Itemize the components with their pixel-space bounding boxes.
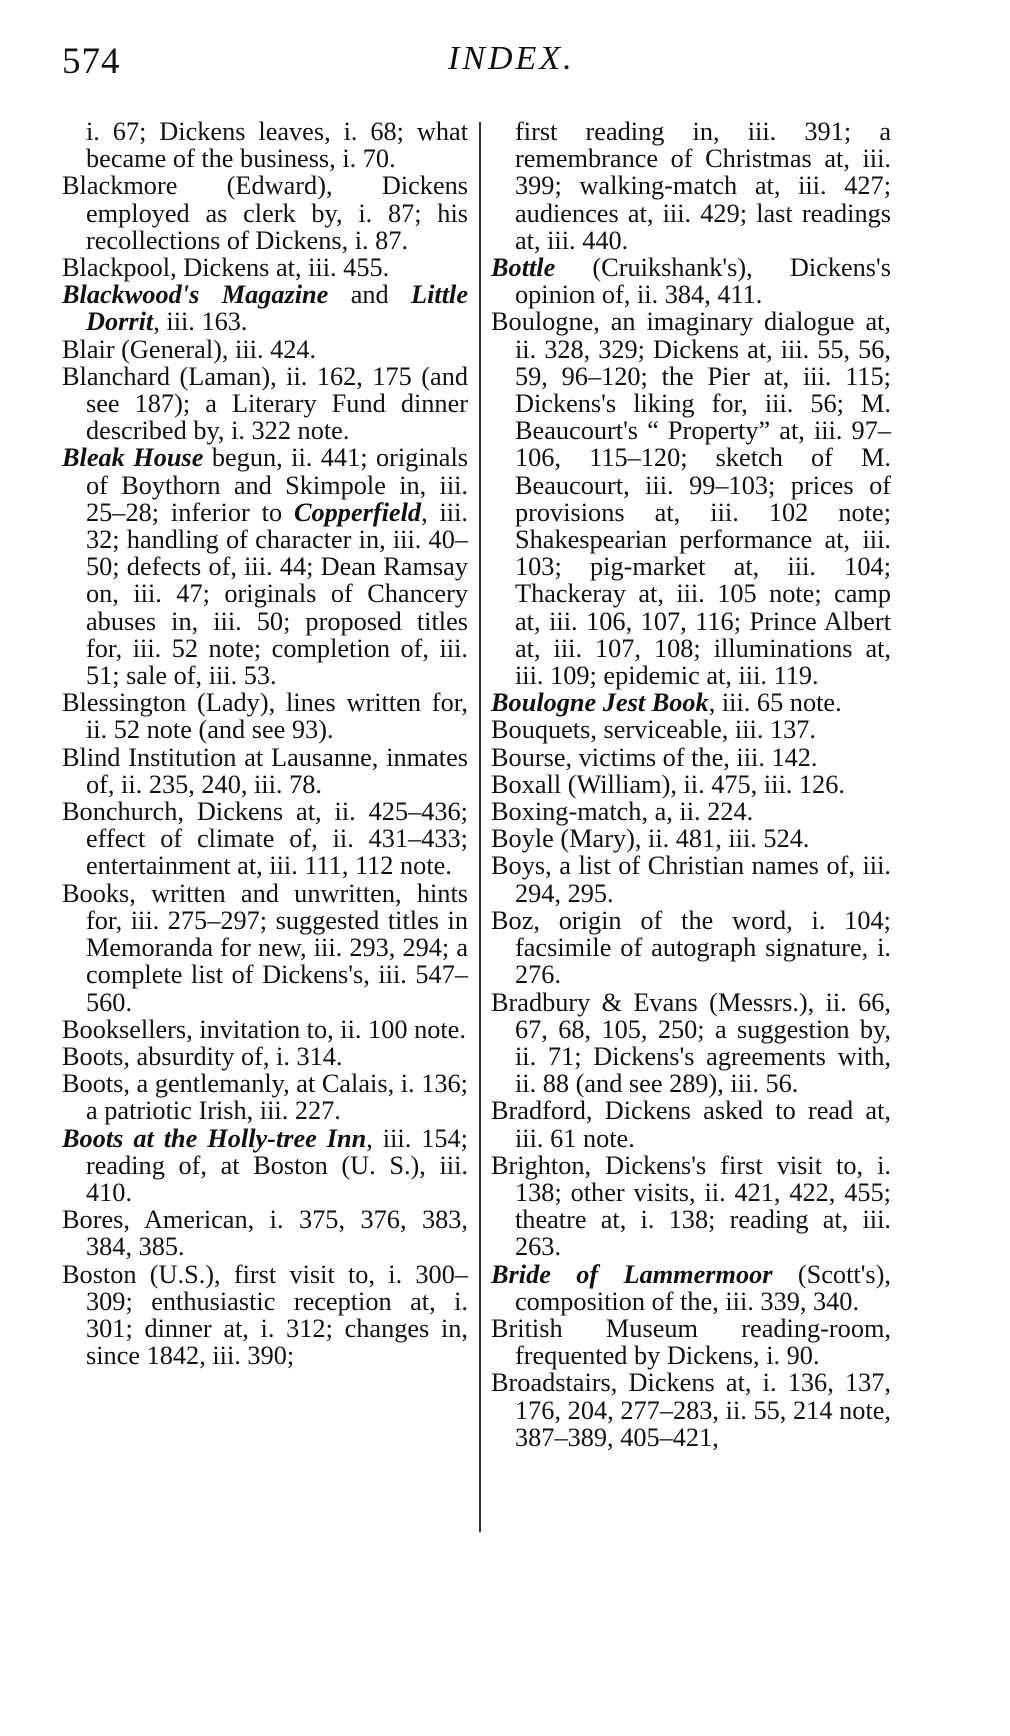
index-entry — [62, 281, 468, 335]
entry-text: Boots, a gentlemanly, at Calais, i. 136; a patriotic Irish, iii. 227. — [62, 1069, 468, 1126]
entry-text: Bradford, Dickens asked to read at, iii. 61 note. — [491, 1096, 891, 1153]
entry-title-italic: Bottle — [491, 253, 556, 283]
index-entry — [491, 308, 891, 689]
index-entry — [62, 1206, 468, 1260]
index-entry — [62, 1125, 468, 1207]
index-entry — [491, 907, 891, 989]
entry-text: Blackmore (Edward), Dickens employed as clerk by, i. 87; his recollections of Dickens, i. 87. — [62, 171, 468, 255]
entry-title-italic: Bride of Lammermoor — [491, 1259, 773, 1289]
index-entry — [62, 880, 468, 1016]
entry-text: Bores, American, i. 375, 376, 383, 384, 385. — [62, 1205, 468, 1262]
entry-text: Blair (General), iii. 424. — [62, 334, 317, 364]
index-entry — [62, 1043, 468, 1070]
entry-text: Boxall (William), ii. 475, iii. 126. — [491, 769, 845, 799]
entry-title-italic: Boulogne Jest Book — [491, 688, 709, 718]
index-entry — [491, 744, 891, 771]
entry-text: begun, ii. 441; originals of Boythorn and Skimpole in, iii. 25–28; inferior to — [86, 443, 468, 527]
index-entry — [491, 1369, 891, 1451]
entry-text: (Scott's), composition of the, iii. 339, 340. — [515, 1259, 891, 1316]
index-entry — [62, 444, 468, 689]
index-entry — [491, 825, 891, 852]
entry-text: Boys, a list of Christian names of, iii. 294, 295. — [491, 851, 891, 908]
index-entry — [62, 1070, 468, 1124]
entry-text: Boston (U.S.), first visit to, i. 300–309; enthusiastic reception at, i. 301; dinner at, i. 312; changes in, since 1842, iii. 390; — [62, 1259, 468, 1371]
entry-text: Blackpool, Dickens at, iii. 455. — [62, 253, 390, 283]
entry-text: , iii. 163. — [153, 307, 248, 337]
index-entry — [62, 172, 468, 254]
entry-title-italic: Little Dorrit — [86, 280, 468, 337]
index-entry — [62, 744, 468, 798]
entry-text: Boxing-match, a, ii. 224. — [491, 797, 754, 827]
index-entry — [62, 336, 468, 363]
index-entry — [62, 798, 468, 880]
entry-text: Booksellers, invitation to, ii. 100 note. — [62, 1014, 466, 1044]
index-entry — [491, 689, 891, 716]
index-entry — [491, 989, 891, 1098]
entry-text: Brighton, Dickens's first visit to, i. 138; other visits, ii. 421, 422, 455; theatre at, i. 138; reading at, iii. 263. — [491, 1150, 891, 1262]
entry-text: (Cruikshank's), Dickens's opinion of, ii. 384, 411. — [515, 253, 891, 310]
column-divider — [479, 122, 481, 1532]
entry-text: Boyle (Mary), ii. 481, iii. 524. — [491, 824, 810, 854]
index-entry — [491, 254, 891, 308]
index-entry — [491, 1097, 891, 1151]
index-entry — [491, 118, 891, 254]
entry-text: Books, written and unwritten, hints for, iii. 275–297; suggested titles in Memoranda for new, iii. 293, 294; a complete list of Dickens's, iii. 547–560. — [62, 878, 468, 1017]
entry-text: i. 67; Dickens leaves, i. 68; what became of the business, i. 70. — [86, 117, 468, 174]
entry-text: Blessington (Lady), lines written for, ii. 52 note (and see 93). — [62, 688, 468, 745]
entry-text: Bourse, victims of the, iii. 142. — [491, 742, 818, 772]
index-entry — [62, 1016, 468, 1043]
entry-title-italic: Boots at the Holly-tree Inn — [62, 1123, 367, 1153]
entry-title-italic: Bleak House — [62, 443, 204, 473]
index-entry — [491, 1152, 891, 1261]
entry-text: , iii. 154; reading of, at Boston (U. S.), iii. 410. — [86, 1123, 468, 1207]
index-entry — [491, 852, 891, 906]
entry-text: and — [328, 280, 412, 310]
index-entry — [62, 689, 468, 743]
entry-text: Broadstairs, Dickens at, i. 136, 137, 176, 204, 277–283, ii. 55, 214 note, 387–389, 405–421, — [491, 1368, 891, 1452]
index-entry — [491, 1315, 891, 1369]
entry-text: , iii. 32; handling of character in, iii. 40–50; defects of, iii. 44; Dean Ramsay on, iii. 47; originals of Chancery abuses in, iii. 50; proposed titles for, iii. 52 note; completion of, iii. 51; sale of, iii. 53. — [86, 497, 468, 691]
index-entry — [491, 798, 891, 825]
entry-text: Blanchard (Laman), ii. 162, 175 (and see 187); a Literary Fund dinner described by, i. 322 note. — [62, 361, 468, 446]
entry-text: Bradbury & Evans (Messrs.), ii. 66, 67, 68, 105, 250; a suggestion by, ii. 71; Dickens's agreements with, ii. 88 (and see 289), iii. 56. — [491, 987, 891, 1099]
index-entry — [62, 363, 468, 445]
entry-text: Boots, absurdity of, i. 314. — [62, 1041, 343, 1071]
entry-text: Bouquets, serviceable, iii. 137. — [491, 715, 816, 745]
entry-text: Boulogne, an imaginary dialogue at, ii. 328, 329; Dickens at, iii. 55, 56, 59, 96–120; the Pier at, iii. 115; Dickens's liking for, iii. 56; M. Beaucourt's “ Property” at, iii. 97–106, 115–120; sketch of M. Beaucourt, iii. 99–103; prices of provisions at, iii. 102 note; Shakespearian performance at, iii. 103; pig-market at, iii. 104; Thackeray at, iii. 105 note; camp at, iii. 106, 107, 116; Prince Albert at, iii. 107, 108; illuminations at, iii. 109; epidemic at, iii. 119. — [491, 307, 891, 691]
entry-text: first reading in, iii. 391; a remembrance of Christmas at, iii. 399; walking-match at, iii. 427; audiences at, iii. 429; last readings at, iii. 440. — [515, 117, 891, 255]
page-number: 574 — [62, 41, 121, 82]
entry-text: Bonchurch, Dickens at, ii. 425–436; effect of climate of, ii. 431–433; entertainment at, iii. 111, 112 note. — [62, 797, 468, 881]
entry-text: , iii. 65 note. — [708, 688, 842, 718]
entry-text: Boz, origin of the word, i. 104; facsimile of autograph signature, i. 276. — [491, 905, 891, 990]
index-entry — [491, 771, 891, 798]
index-entry — [491, 1261, 891, 1315]
index-entry — [62, 118, 468, 172]
entry-title-italic: Blackwood's Magazine — [62, 280, 329, 310]
page-title: INDEX. — [448, 40, 575, 77]
index-entry — [62, 254, 468, 281]
index-entry — [491, 716, 891, 743]
left-index-column — [62, 118, 468, 1369]
entry-text: British Museum reading-room, frequented by Dickens, i. 90. — [491, 1313, 891, 1371]
right-index-column — [491, 118, 891, 1451]
entry-title-italic: Copperfield — [293, 497, 422, 527]
index-entry — [62, 1261, 468, 1370]
entry-text: Blind Institution at Lausanne, inmates of, ii. 235, 240, iii. 78. — [62, 742, 468, 799]
